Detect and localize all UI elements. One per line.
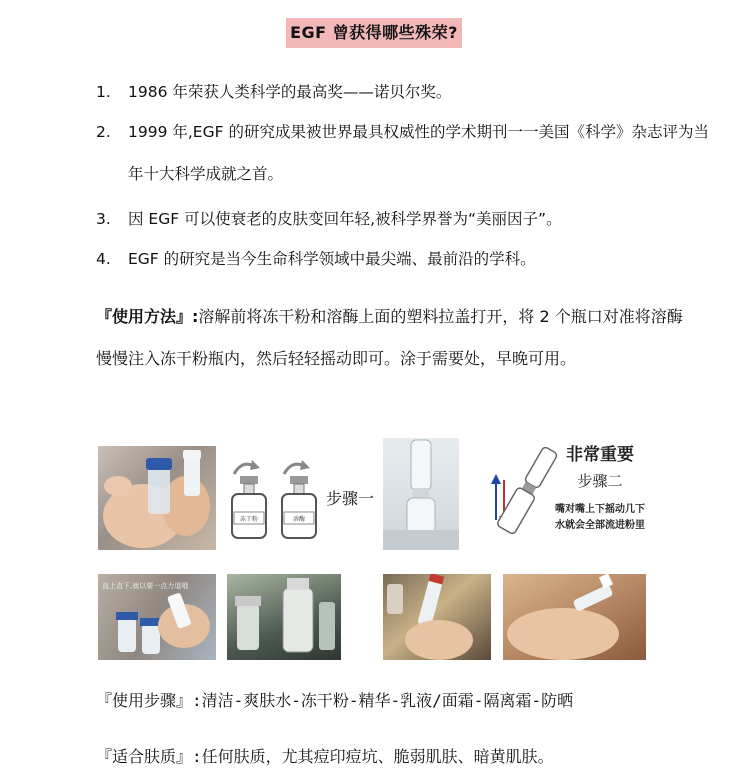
skin-text: 任何肤质，尤其痘印痘坑、脆弱肌肤、暗黄肌肤。 bbox=[201, 747, 554, 766]
photo-inject-solvent-art bbox=[98, 574, 216, 660]
photo-stacked-vials-art bbox=[383, 438, 459, 550]
list-item bbox=[96, 118, 716, 195]
photo-vial-closeup-art bbox=[227, 574, 341, 660]
list-number: 3. bbox=[96, 210, 111, 228]
photo-vial-closeup bbox=[227, 574, 341, 660]
photo-apply-to-skin-art bbox=[503, 574, 646, 660]
step2-label: 步骤二 bbox=[577, 472, 623, 490]
honors-list bbox=[96, 78, 716, 285]
list-number: 1. bbox=[96, 83, 111, 101]
photo-hand-holding-vials-art bbox=[98, 446, 216, 550]
step1-label: 步骤一 bbox=[326, 489, 375, 508]
list-text: EGF 的研究是当今生命科学领域中最尖端、最前沿的学科。 bbox=[128, 250, 536, 268]
suitable-skin bbox=[96, 744, 554, 767]
important-text: 非常重要 bbox=[566, 445, 634, 465]
list-item bbox=[96, 205, 716, 233]
photo-stacked-vials bbox=[383, 438, 459, 550]
page-title: EGF 曾获得哪些殊荣? bbox=[286, 18, 462, 48]
step2-desc-line1: 嘴对嘴上下摇动几下 bbox=[555, 504, 645, 515]
usage-paragraph bbox=[96, 296, 696, 380]
photo-hand-shaking-art bbox=[383, 574, 491, 660]
usage-steps bbox=[96, 688, 573, 711]
list-text: 1986 年荣获人类科学的最高奖——诺贝尔奖。 bbox=[128, 83, 452, 101]
photo-apply-to-skin bbox=[503, 574, 646, 660]
skin-label: 『适合肤质』: bbox=[96, 747, 202, 766]
list-item bbox=[96, 78, 716, 106]
diagram-open-caps bbox=[222, 452, 322, 550]
diagram-step-two bbox=[488, 440, 648, 552]
list-number: 4. bbox=[96, 250, 111, 268]
diagram-step-two-art bbox=[488, 440, 648, 552]
list-item bbox=[96, 245, 716, 273]
photo-hand-holding-vials bbox=[98, 446, 216, 550]
steps-label: 『使用步骤』: bbox=[96, 691, 202, 710]
list-text: 1999 年,EGF 的研究成果被世界最具权威性的学术期刊一一美国《科学》杂志评为当年十大科学成就之首。 bbox=[128, 123, 709, 183]
step2-desc-line2: 水就会全部流进粉里 bbox=[555, 520, 645, 531]
usage-label: 『使用方法』: bbox=[96, 307, 199, 326]
usage-text: 溶解前将冻干粉和溶酶上面的塑料拉盖打开，将 2 个瓶口对准将溶酶慢慢注入冻干粉瓶内，然后轻轻摇动即可。涂于需要处，早晚可用。 bbox=[96, 307, 683, 368]
photo-hand-shaking bbox=[383, 574, 491, 660]
list-text: 因 EGF 可以使衰老的皮肤变回年轻,被科学界誉为“美丽因子”。 bbox=[128, 210, 562, 228]
diagram-open-caps-art bbox=[222, 452, 322, 550]
steps-text: 清洁-爽肤水-冻干粉-精华-乳液/面霜-隔离霜-防晒 bbox=[201, 691, 574, 710]
photo-inject-solvent bbox=[98, 574, 216, 660]
list-number: 2. bbox=[96, 123, 111, 141]
photo-caption: 直上直下,就以要一点力道哦 bbox=[102, 582, 189, 590]
freeze-dried-label: 冻干粉 bbox=[239, 516, 259, 523]
solvent-label: 溶酶 bbox=[292, 516, 306, 523]
